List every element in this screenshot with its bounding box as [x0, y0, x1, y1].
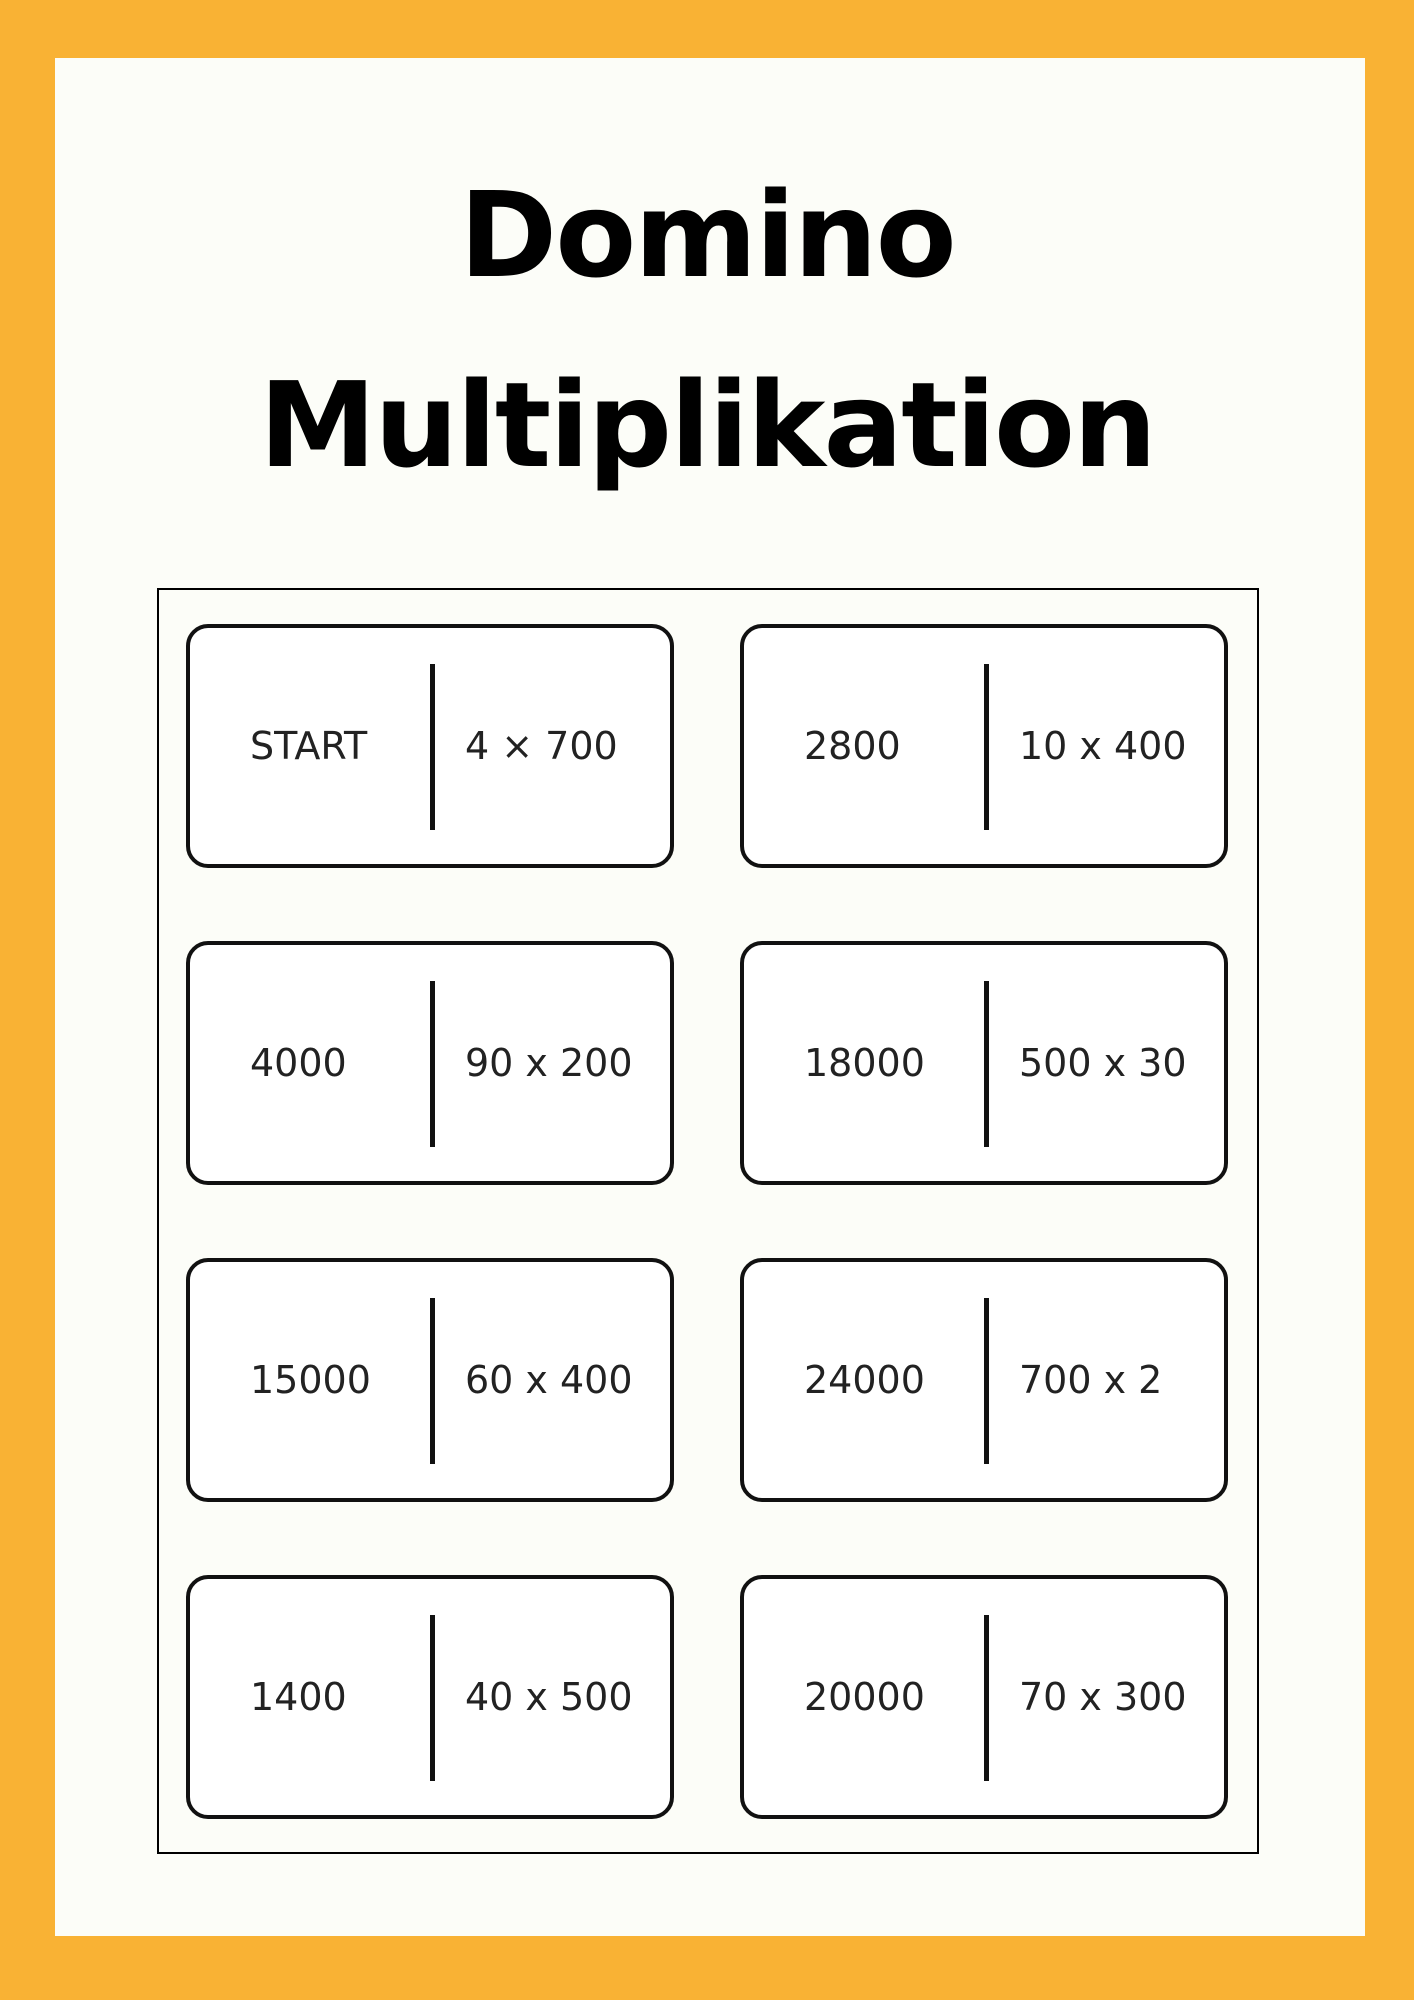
domino-answer: 15000 [250, 1358, 371, 1402]
domino-answer: START [250, 724, 368, 768]
title-line-2: Multiplikation [258, 356, 1156, 494]
domino-answer: 2800 [804, 724, 901, 768]
page-title [0, 140, 1414, 520]
domino-card [740, 1575, 1228, 1819]
domino-divider [984, 1615, 989, 1781]
domino-question: 60 x 400 [465, 1358, 633, 1402]
domino-answer: 1400 [250, 1675, 347, 1719]
domino-divider [984, 664, 989, 830]
domino-card [740, 1258, 1228, 1502]
domino-answer: 20000 [804, 1675, 925, 1719]
domino-question: 40 x 500 [465, 1675, 633, 1719]
domino-answer: 4000 [250, 1041, 347, 1085]
domino-divider [984, 981, 989, 1147]
domino-question: 10 x 400 [1019, 724, 1187, 768]
domino-divider [430, 1298, 435, 1464]
domino-question: 700 x 2 [1019, 1358, 1163, 1402]
domino-card [186, 1575, 674, 1819]
domino-answer: 18000 [804, 1041, 925, 1085]
domino-card [740, 624, 1228, 868]
domino-divider [984, 1298, 989, 1464]
domino-divider [430, 664, 435, 830]
domino-question: 4 × 700 [465, 724, 618, 768]
domino-question: 500 x 30 [1019, 1041, 1187, 1085]
domino-answer: 24000 [804, 1358, 925, 1402]
domino-card [186, 1258, 674, 1502]
domino-card [740, 941, 1228, 1185]
domino-question: 70 x 300 [1019, 1675, 1187, 1719]
domino-divider [430, 981, 435, 1147]
domino-question: 90 x 200 [465, 1041, 633, 1085]
title-line-1: Domino [459, 166, 955, 304]
domino-divider [430, 1615, 435, 1781]
domino-card [186, 941, 674, 1185]
domino-card [186, 624, 674, 868]
